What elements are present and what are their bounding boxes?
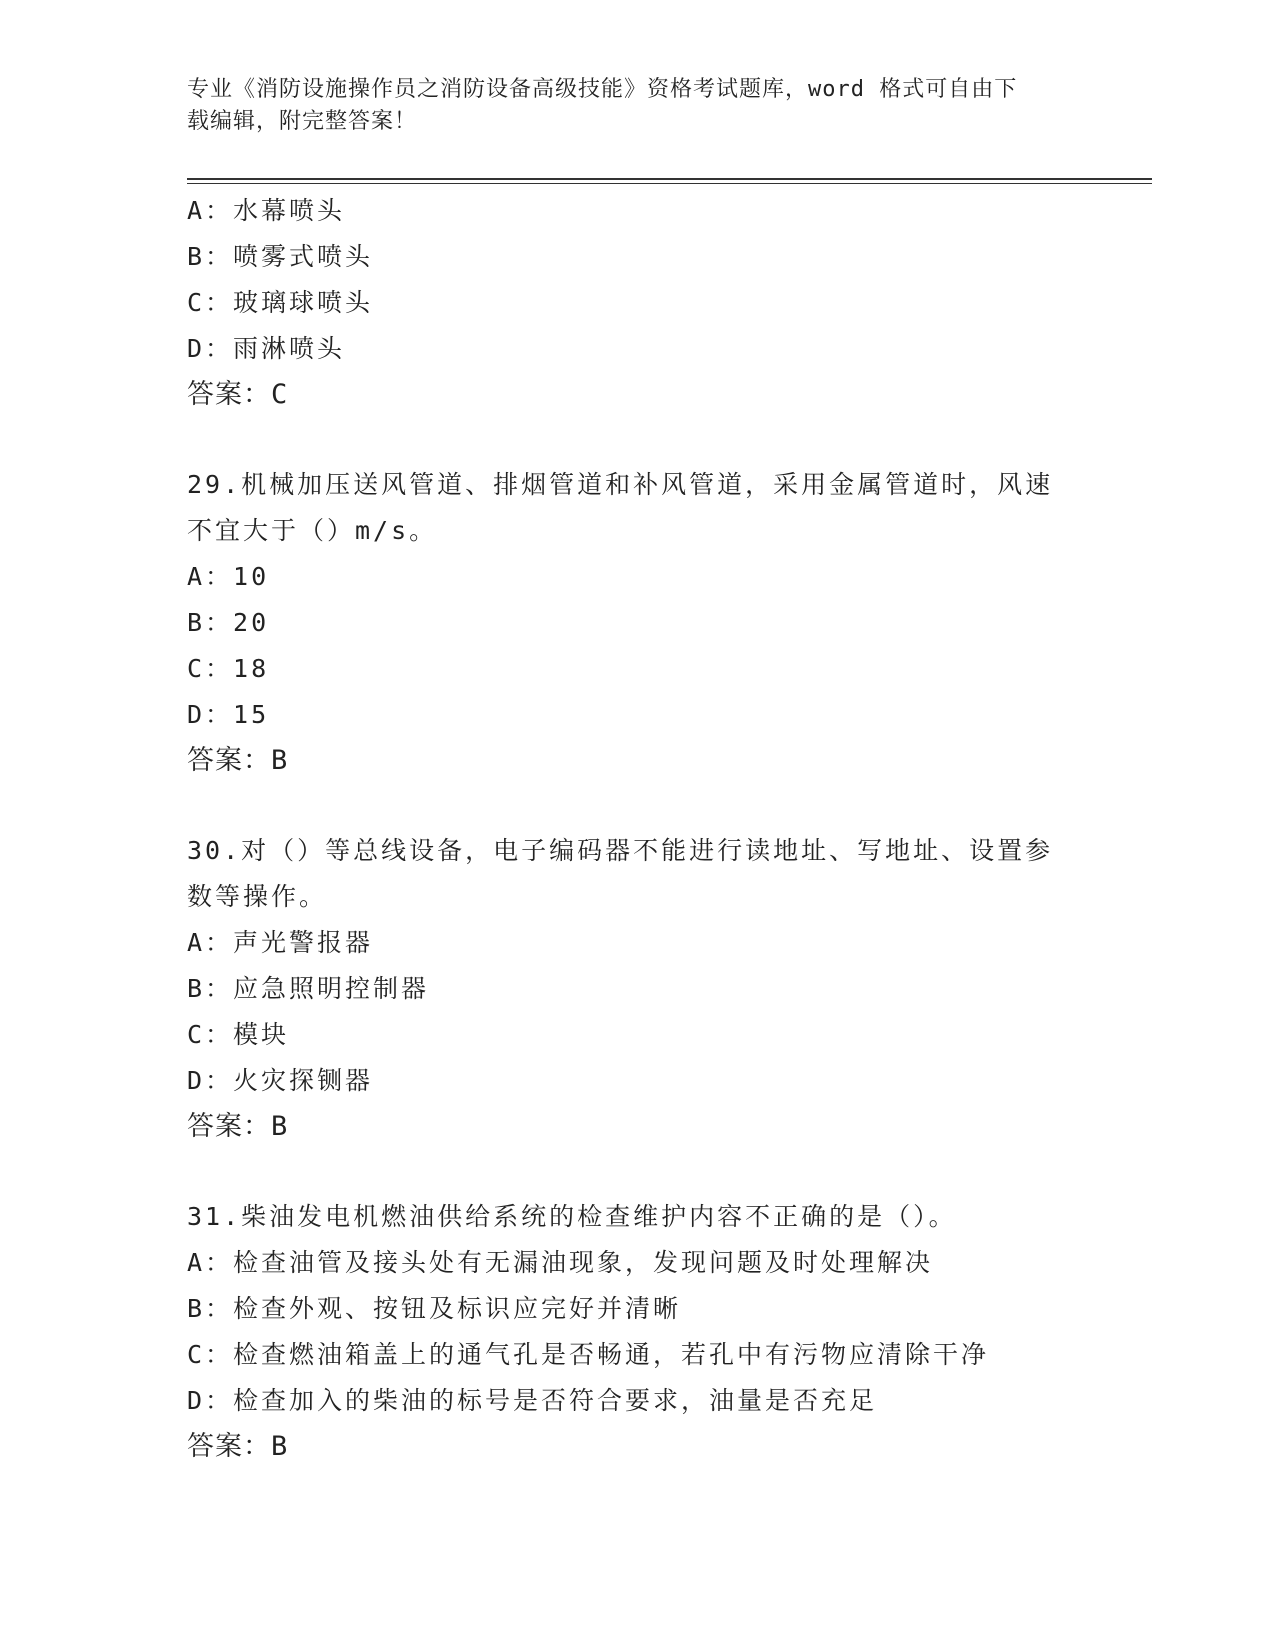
question-stem-line-2: 不宜大于（）m/s。 xyxy=(187,516,438,545)
question-stem-line-2: 数等操作。 xyxy=(187,882,328,911)
question-stem-line-1: 30.对（）等总线设备，电子编码器不能进行读地址、写地址、设置参 xyxy=(187,836,1054,865)
question-30 xyxy=(187,828,1087,1150)
option-d: D：火灾探铡器 xyxy=(187,1066,374,1095)
option-a: A：水幕喷头 xyxy=(187,196,346,225)
spacer xyxy=(187,1150,1087,1194)
question-28 xyxy=(187,188,1087,418)
question-stem-line-1: 29.机械加压送风管道、排烟管道和补风管道，采用金属管道时，风速 xyxy=(187,470,1054,499)
header-line-2: 载编辑，附完整答案！ xyxy=(187,109,418,134)
option-c: C：18 xyxy=(187,654,270,683)
option-a: A：10 xyxy=(187,562,270,591)
option-b: B：喷雾式喷头 xyxy=(187,242,374,271)
answer: 答案：C xyxy=(187,379,289,410)
spacer xyxy=(187,418,1087,462)
question-31 xyxy=(187,1194,1087,1470)
option-b: B：应急照明控制器 xyxy=(187,974,430,1003)
option-c: C：检查燃油箱盖上的通气孔是否畅通，若孔中有污物应清除干净 xyxy=(187,1340,990,1369)
option-c: C：玻璃球喷头 xyxy=(187,288,374,317)
option-b: B：检查外观、按钮及标识应完好并清晰 xyxy=(187,1294,682,1323)
option-a: A：检查油管及接头处有无漏油现象，发现问题及时处理解决 xyxy=(187,1248,934,1277)
option-a: A：声光警报器 xyxy=(187,928,374,957)
answer: 答案：B xyxy=(187,1431,289,1462)
option-d: D：雨淋喷头 xyxy=(187,334,346,363)
question-29 xyxy=(187,462,1087,784)
document-header xyxy=(187,74,1067,138)
option-d: D：检查加入的柴油的标号是否符合要求，油量是否充足 xyxy=(187,1386,878,1415)
answer: 答案：B xyxy=(187,745,289,776)
spacer xyxy=(187,784,1087,828)
question-list xyxy=(187,188,1087,1470)
header-line-1: 专业《消防设施操作员之消防设备高级技能》资格考试题库，word 格式可自由下 xyxy=(187,77,1018,102)
option-d: D：15 xyxy=(187,700,270,729)
question-stem-line-1: 31.柴油发电机燃油供给系统的检查维护内容不正确的是（）。 xyxy=(187,1202,957,1231)
header-rule-thin xyxy=(187,183,1152,184)
option-c: C：模块 xyxy=(187,1020,290,1049)
header-rule-thick xyxy=(187,178,1152,180)
option-b: B：20 xyxy=(187,608,270,637)
answer: 答案：B xyxy=(187,1111,289,1142)
